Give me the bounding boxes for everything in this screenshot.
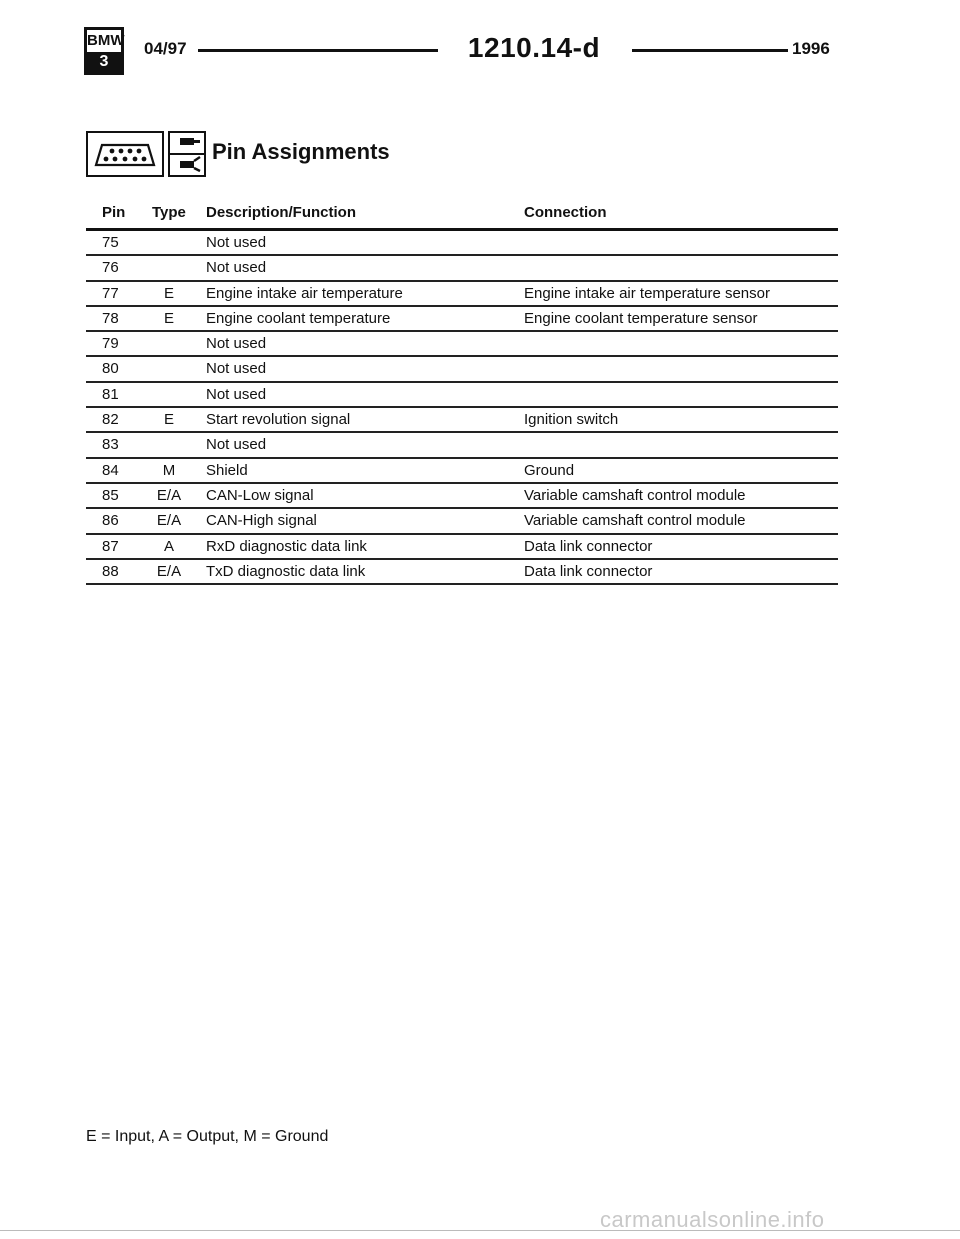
header-rule-left [198, 49, 438, 52]
bmw-logo-icon [84, 27, 124, 75]
type-cell: E/A [156, 486, 182, 504]
description-cell: TxD diagnostic data link [206, 562, 366, 580]
section-heading [86, 131, 506, 181]
header-year: 1996 [792, 39, 830, 58]
header-rule-right [632, 49, 788, 52]
logo-series: 3 [87, 52, 121, 72]
page-header [84, 27, 844, 77]
description-cell: Not used [206, 335, 267, 353]
header-date: 04/97 [144, 39, 187, 58]
table-row [86, 307, 838, 332]
type-cell: M [162, 461, 176, 479]
connection-cell: Data link connector [524, 562, 653, 580]
pin-arrow-icon [168, 131, 206, 177]
pin-assignments-table [86, 200, 838, 585]
description-cell: Engine intake air temperature [206, 284, 403, 302]
table-header [86, 200, 838, 231]
pin-cell: 76 [102, 259, 119, 277]
table-row [86, 408, 838, 433]
connection-cell: Ground [524, 461, 575, 479]
connection-cell: Variable camshaft control module [524, 512, 746, 530]
table-row [86, 256, 838, 281]
type-cell: E/A [156, 512, 182, 530]
description-cell: CAN-High signal [206, 512, 317, 530]
column-header-pin: Pin [102, 204, 126, 221]
table-row [86, 332, 838, 357]
type-cell: A [163, 537, 174, 555]
table-row [86, 433, 838, 458]
pin-cell: 79 [102, 335, 119, 353]
connection-cell: Data link connector [524, 537, 653, 555]
pin-cell: 87 [102, 537, 119, 555]
watermark: carmanualsonline.info [600, 1207, 825, 1232]
description-cell: Not used [206, 234, 267, 251]
description-cell: Shield [206, 461, 248, 479]
connection-cell: Variable camshaft control module [524, 486, 746, 504]
description-cell: Not used [206, 360, 267, 378]
pin-cell: 78 [102, 309, 119, 327]
table-row [86, 383, 838, 408]
connection-cell: Engine intake air temperature sensor [524, 284, 770, 302]
type-cell: E [163, 309, 174, 327]
type-cell: E [163, 284, 174, 302]
pin-cell: 77 [102, 284, 119, 302]
table-row [86, 282, 838, 307]
description-cell: Start revolution signal [206, 411, 351, 429]
pin-cell: 84 [102, 461, 119, 479]
table-row [86, 560, 838, 585]
pin-cell: 80 [102, 360, 119, 378]
description-cell: RxD diagnostic data link [206, 537, 367, 555]
table-row [86, 357, 838, 382]
description-cell: Engine coolant temperature [206, 309, 391, 327]
logo-brand: BMW [87, 32, 125, 49]
pin-cell: 85 [102, 486, 119, 504]
table-row [86, 231, 838, 256]
description-cell: Not used [206, 385, 267, 403]
connection-cell: Ignition switch [524, 411, 619, 429]
connection-cell: Engine coolant temperature sensor [524, 309, 758, 327]
type-legend: E = Input, A = Output, M = Ground [86, 1128, 329, 1145]
page-title: Pin Assignments [212, 139, 390, 164]
pin-cell: 75 [102, 234, 119, 251]
column-header-type: Type [152, 204, 186, 221]
table-row [86, 484, 838, 509]
pin-cell: 82 [102, 411, 119, 429]
column-header-description: Description/Function [206, 204, 356, 221]
pin-cell: 88 [102, 562, 119, 580]
type-cell: E [163, 411, 174, 429]
description-cell: Not used [206, 259, 267, 277]
pin-cell: 86 [102, 512, 119, 530]
description-cell: CAN-Low signal [206, 486, 314, 504]
table-row [86, 459, 838, 484]
header-code: 1210.14-d [467, 32, 601, 63]
type-cell: E/A [156, 562, 182, 580]
pin-cell: 81 [102, 385, 119, 403]
table-row [86, 535, 838, 560]
description-cell: Not used [206, 436, 267, 454]
table-row [86, 509, 838, 534]
connector-icon [86, 131, 164, 177]
column-header-connection: Connection [524, 204, 607, 221]
pin-cell: 83 [102, 436, 119, 454]
